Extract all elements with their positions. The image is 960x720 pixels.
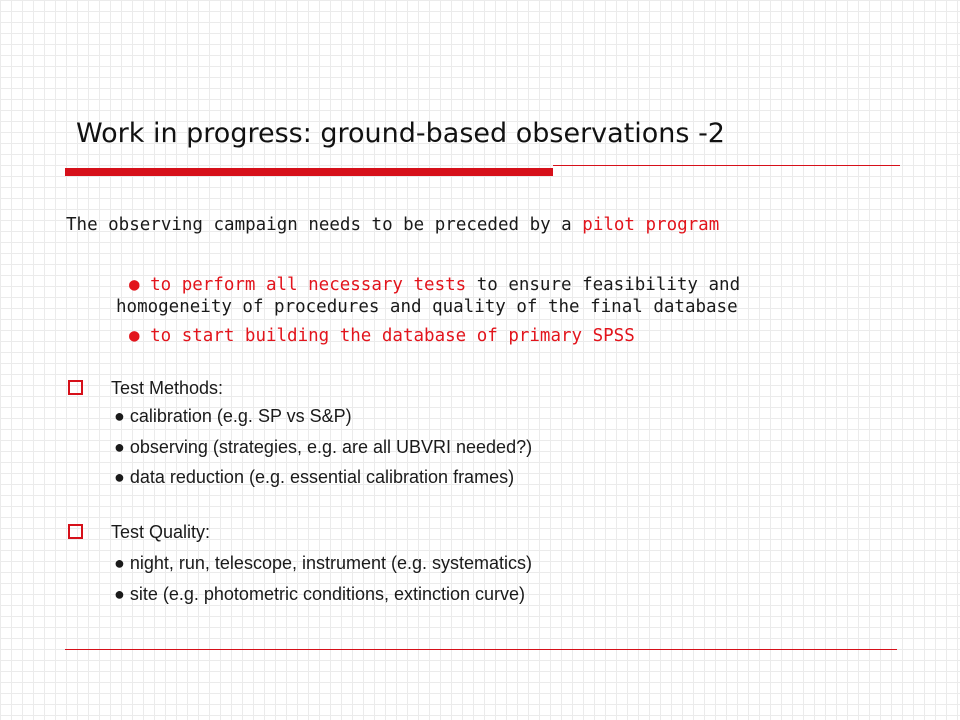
intro-paragraph — [66, 215, 719, 235]
list-item: ● night, run, telescope, instrument (e.g. systematics) — [114, 553, 533, 573]
title-accent-bar — [65, 168, 553, 176]
bullet-dot: ● — [129, 275, 140, 295]
list-item: ● site (e.g. photometric conditions, extinction curve) — [114, 584, 526, 604]
list-item: ● calibration (e.g. SP vs S&P) — [114, 406, 352, 426]
slide-title: Work in progress: ground-based observations -2 — [76, 118, 725, 149]
square-bullet-icon — [68, 380, 83, 395]
pilot-bullet-1-highlight: to perform all necessary tests — [150, 275, 467, 295]
footer-divider — [65, 649, 897, 650]
pilot-bullet-1-line2: homogeneity of procedures and quality of the final database — [116, 297, 738, 317]
pilot-bullet-2-highlight: to start building the database of primary SPSS — [150, 326, 635, 346]
pilot-bullet-1 — [116, 274, 741, 318]
intro-highlight: pilot program — [582, 215, 720, 235]
title-underline — [553, 165, 900, 166]
pilot-bullet-1-rest: to ensure feasibility and — [476, 275, 741, 295]
list-item: ● data reduction (e.g. essential calibration frames) — [114, 467, 515, 487]
bullet-dot: ● — [129, 326, 140, 346]
pilot-bullet-2 — [129, 326, 635, 346]
list-item: ● observing (strategies, e.g. are all UBVRI needed?) — [114, 437, 533, 457]
intro-text: The observing campaign needs to be preceded by a — [66, 215, 572, 235]
section-heading-test-quality: Test Quality: — [68, 522, 210, 543]
square-bullet-icon — [68, 524, 83, 539]
section-heading-test-methods: Test Methods: — [68, 378, 223, 399]
